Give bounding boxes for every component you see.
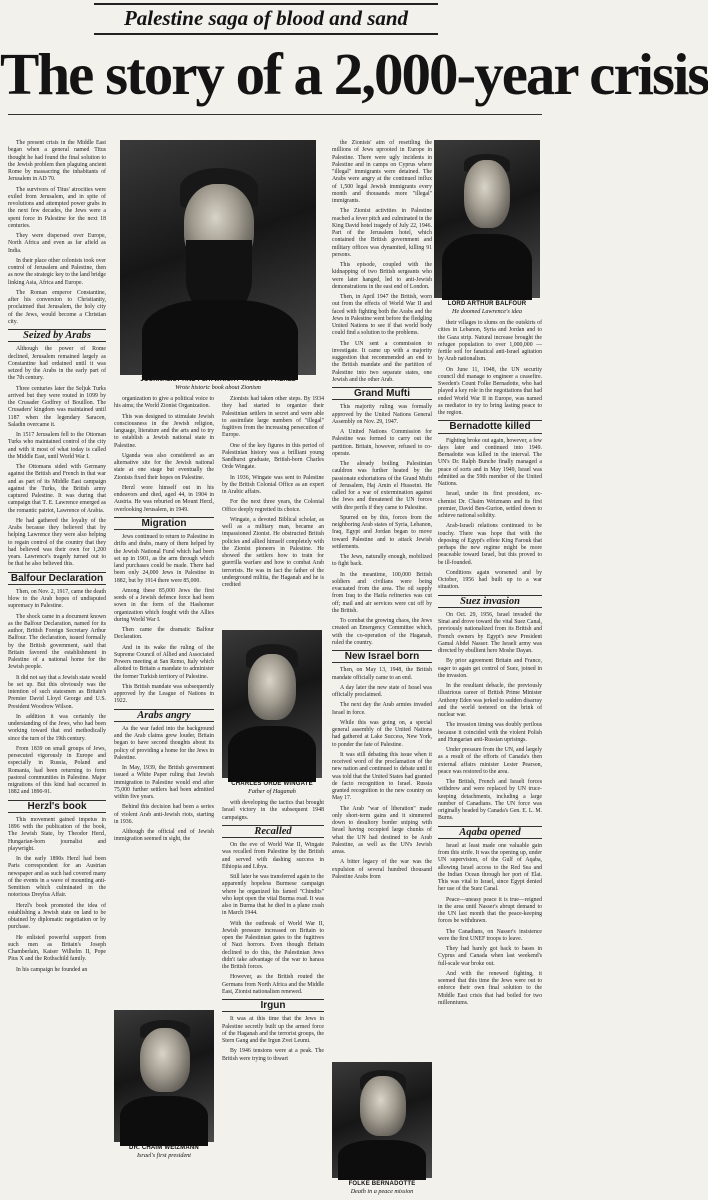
kicker-headline: Palestine saga of blood and sand bbox=[94, 3, 438, 35]
paragraph: The Zionist activities in Palestine reached a fever pitch and culminated in the King David hotel tragedy of July 22, 1946. Part of the Jerusalem hotel, which contained the British government and military offices was dynamited, killing 91 persons. bbox=[332, 208, 432, 258]
paragraph: Then, in April 1947 the British, worn out from the effects of World War II and faced with fighting both the Arabs and the Jews in Palestine went before the fledgling United Nations to see if that world body could find a solution to the problems. bbox=[332, 294, 432, 337]
paragraph: The present crisis in the Middle East began when a general named Titus thought he had found the final solution to the Jewish problem then plaguing ancient Rome by massacring the inhabitants of Jerusalem in AD 70. bbox=[8, 140, 106, 183]
paragraph: the Zionists' aim of resettling the millions of Jews uprooted in Europe in Palestine. There were ugly incidents in Palestine and in camps on Cyprus where "illegal" immigrants were detained. The Arabs were angry at the continued influx of 1,500 legal Jewish immigrants every month and thousands more "illegal" immigrants. bbox=[332, 140, 432, 204]
paragraph: Israel, under its first president, ex-chemist Dr. Chaim Weizmann and its first premier, David Ben-Gurion, settled down to achieve national solidity. bbox=[438, 491, 542, 519]
caption-name: FOLKE BERNADOTTE bbox=[348, 1181, 416, 1187]
paragraph: He had gathered the loyalty of the Arabs because they believed that by helping Lawrence they were also helping to regain control of the country that they had believed was their own for 1,200 years. Lawrence's tragedy turned out to be that he also believed this. bbox=[8, 517, 106, 568]
subhead-irgun: Irgun bbox=[222, 999, 324, 1012]
weizmann-caption bbox=[108, 1144, 220, 1160]
paragraph: It was still debating this issue when it received word of the proclamation of the new nation and continued to debate until it was told that the United States had granted de facto recognition to Israel. Russia granted recognition to the new country on May 17. bbox=[332, 751, 432, 802]
paragraph: For the next three years, the Colonial Office deeply regretted its choice. bbox=[222, 499, 324, 513]
paragraph: It was at this time that the Jews in Palestine secretly built up the armed force of the Haganah and the terrorist groups, the Stern Gang and the Irgun Zvei Leumi. bbox=[222, 1016, 324, 1044]
paragraph: This episode, coupled with the kidnapping of two British sergeants who were later hanged, led to anti-Jewish demonstrations in the east end of London. bbox=[332, 262, 432, 290]
column-3-upper bbox=[222, 396, 324, 628]
paragraph: their villages to slums on the outskirts of cities in Lebanon, Syria and Jordan and to the Gaza strip. Natural increase brought the refugee population to over 1,000,000 — fertile soil for fanatical anti-Israel agitation by Arab nationalism. bbox=[438, 320, 542, 363]
balfour-portrait-photo bbox=[434, 140, 540, 298]
caption-name: DR. CHAIM WEIZMANN bbox=[129, 1145, 199, 1151]
paragraph: In his campaign he founded an bbox=[16, 966, 88, 973]
paragraph: In 1936, Wingate was sent to Palestine by the British Colonial Office as an expert in Arabic affairs. bbox=[222, 474, 324, 495]
paragraph: Conditions again worsened and by October, 1956 had built up to a war situation. bbox=[438, 569, 542, 591]
paragraph: In addition it was certainly the understanding of the Jews, who had been working toward that end methodically since the turn of the 19th century. bbox=[8, 713, 106, 742]
subhead-herzls-book: Herzl's book bbox=[8, 800, 106, 813]
subhead-aqaba-opened: Aqaba opened bbox=[438, 826, 542, 839]
subhead-seized-by-arabs: Seized by Arabs bbox=[8, 329, 106, 342]
wingate-caption bbox=[214, 780, 330, 796]
paragraph: The invasion timing was doubly perilous because it coincided with the violent Polish and Hungarian anti-Russian uprisings. bbox=[438, 722, 542, 743]
paragraph: Although the official end of Jewish immigration seemed in sight, the bbox=[114, 829, 214, 843]
subhead-migration: Migration bbox=[114, 517, 214, 530]
paragraph: Herzl wore himself out in his endeavors and died, aged 44, in 1904 in Austria. He was reburied on Mount Herzl, overlooking Jerusalem, in 1949. bbox=[114, 484, 214, 513]
paragraph: Peace—uneasy peace it is true—reigned in the area until Nasser's abrupt demand to the UN last month that the peace-keeping forces be withdrawn. bbox=[438, 896, 542, 925]
paragraph: This was designed to stimulate Jewish consciousness in the Jewish religion, language, literature and the arts and to try to establish a Jewish national state in Palestine. bbox=[114, 413, 214, 449]
paragraph: Jews continued to return to Palestine in drifts and drabs, many of them helped by the Jewish National Fund which had been set up in 1901, as the arm through which land purchases could be made. There had been only 24,000 Jews in Palestine in 1882, but by 1914 there were 85,000. bbox=[114, 534, 214, 584]
paragraph: with developing the tactics that brought Israel victory in the subsequent 1948 campaigns. bbox=[222, 800, 324, 821]
paragraph: Wingate, a devoted Biblical scholar, as well as a military man, became an impassioned Zionist. He obstructed British policies and allied himself completely with the Zionist pioneers in Palestine. He showed the settlers how to train for guerrilla warfare and how to combat Arab terrorists. He was in fact the father of the underground militia, the Haganah and he is credited bbox=[222, 516, 324, 588]
paragraph: Israel at least made one valuable gain from this strife. It was the opening up, under UN supervision, of the Gulf of Aqaba, allowing Israel access to the Red Sea and the Indian Ocean through her port of Elat. This was vital to Israel, since Egypt denied her use of the Suez Canal. bbox=[438, 842, 542, 893]
balfour-caption bbox=[432, 300, 542, 316]
paragraph: Although the power of Rome declined, Jerusalem remained largely as Constantine had ordained until it was seized by the Arabs in the early part of the 7th century. bbox=[8, 346, 106, 382]
paragraph: Uganda was also considered as an alternative site for the Jewish national state at one stage but eventually the Zionists fixed their hopes on Palestine. bbox=[114, 452, 214, 481]
paragraph: A bitter legacy of the war was the expulsion of several hundred thousand Palestine Arabs from bbox=[332, 859, 432, 880]
caption-name: LORD ARTHUR BALFOUR bbox=[447, 301, 527, 307]
paragraph: Spurred on by this, forces from the neighboring Arab states of Syria, Lebanon, Iraq, Egypt and Jordan began to move toward Palestine and to attack Jewish settlements. bbox=[332, 514, 432, 550]
paragraph: In the meantime, 100,000 British soldiers and civilians were being evacuated from the area. The oil supply from Iraq to the Haifa refineries was cut off; mail and air services were cut off by the British. bbox=[332, 571, 432, 614]
bernadotte-portrait-photo bbox=[332, 1062, 432, 1178]
paragraph: This majority ruling was formally approved by the United Nations General Assembly on Nov. 29, 1947. bbox=[332, 404, 432, 425]
paragraph: The shock came in a document known as the Balfour Declaration, named for its author, British Foreign Secretary Arthur Balfour. The declaration, issued formally by the British government, said that Britain favored the establishment in Palestine of a national home for the Jewish people. bbox=[8, 613, 106, 671]
paragraph: He enlisted powerful support from such men as Britain's Joseph Chamberlain, Kaiser Wilhelm II, Pope Pius X and the Rothschild family. bbox=[8, 934, 106, 963]
subhead-balfour-declaration: Balfour Declaration bbox=[8, 572, 106, 585]
paragraph: They had barely got back to bases in Cyprus and Canada when last weekend's full-scale war broke out. bbox=[438, 946, 542, 967]
paragraph: Then, on Nov. 2, 1917, came the death blow to the Arab hopes of undisputed supremacy in Palestine. bbox=[8, 588, 106, 610]
paragraph: In May, 1939, the British government issued a White Paper ruling that Jewish immigration to Palestine would end after 75,000 further settlers had been admitted within five years. bbox=[114, 765, 214, 800]
paragraph: This British mandate was subsequently approved by the League of Nations in 1922. bbox=[114, 683, 214, 705]
paragraph: Three centuries later the Seljuk Turks arrived but they were routed in 1099 by the Crusader Godfrey of Bouillon. The Crusaders' kingdom was maintained until 1187 when the legendary Saracen, Saladin overcame it. bbox=[8, 385, 106, 428]
weizmann-portrait-photo bbox=[114, 1010, 214, 1142]
caption-name: CHARLES ORDE WINGATE bbox=[231, 781, 313, 787]
paragraph: Arab-Israeli relations continued to be touchy. There was hope that with the deposing of Egypt's effete King Farouk that perhaps the new regime might be more peaceable toward Israel, but this proved to be ill-founded. bbox=[438, 523, 542, 566]
paragraph: However, as the British routed the Germans from North Africa and the Middle East, Zionist nationalism renewed. bbox=[222, 974, 324, 995]
paragraph: The next day the Arab armies invaded Israel in force. bbox=[332, 702, 432, 716]
paragraph: Still later he was transferred again to the apparently hopeless Burmese campaign where he organized his famed "Chindits" who kept open the vital Burma road. It was also in Burma that he died in a plane crash in March 1944. bbox=[222, 874, 324, 917]
paragraph: The Ottomans sided with Germany against the British and French in that war and as part of its Middle East campaign against the Turks, the British army captured Palestine. It was during that campaign that T. E. Lawrence emerged as the romantic patriot, Lawrence of Arabia. bbox=[8, 464, 106, 514]
column-4 bbox=[332, 140, 432, 1060]
paragraph: As the war faded into the background and the Arab claims grew louder, Britain began to have second thoughts about its policy of providing a home for the Jews in Palestine. bbox=[114, 725, 214, 761]
paragraph: Fighting broke out again, however, a few days later and continued into 1949. Bernadotte was killed in the interval. The UN's Dr. Ralph Bunche finally managed a peace of sorts and in May 1949, Israel was admitted as the 59th member of the United Nations. bbox=[438, 437, 542, 487]
paragraph: This movement gained impetus in 1896 with the publication of the book, The Jewish State, by Theodor Herzl, Hungarian-born journalist and playwright. bbox=[8, 816, 106, 852]
subhead-arabs-angry: Arabs angry bbox=[114, 709, 214, 722]
main-headline: The story of a 2,000-year crisis bbox=[0, 41, 708, 107]
paragraph: The already boiling Palestinian cauldron was further heated by the passionate exhortations of the Grand Mufti of Jerusalem, Haj Amin el Husseini. He called for a war of extermination against the Jews and threatened the UN forces with dire perils if they came to Palestine. bbox=[332, 461, 432, 511]
paragraph: The Roman emperor Constantine, after his conversion to Christianity, proclaimed that Jerusalem, the holy city of the Jews, would become a Christian city. bbox=[8, 289, 106, 325]
paragraph: Under pressure from the UN, and largely as a result of the efforts of Canada's then external affairs minister Lester Pearson, peace was restored to the area. bbox=[438, 747, 542, 775]
paragraph: The Canadians, on Nasser's insistence were the first UNEF troops to leave. bbox=[438, 928, 542, 942]
herzl-caption bbox=[110, 376, 326, 392]
paragraph: The survivors of Titus' atrocities were exiled from Jerusalem, and in spite of revolutions and attempted power grabs in the next few decades, the Jews were a spent force in Palestine for the next 18 centuries. bbox=[8, 186, 106, 229]
subhead-grand-mufti: Grand Mufti bbox=[332, 387, 432, 400]
paragraph: On the eve of World War II, Wingate was recalled from Palestine by the British and served with dashing success in Ethiopia and Libya. bbox=[222, 842, 324, 870]
paragraph: Herzl's book promoted the idea of establishing a Jewish state on land to be obtained by diplomatic negotiation or by purchase. bbox=[8, 902, 106, 931]
wingate-portrait-photo bbox=[222, 630, 322, 778]
paragraph: In the early 1890s Herzl had been Paris correspondent for an Austrian newspaper and as such had covered many of the events in a wave of mounting anti-Semitism which culminated in the notorious Dreyfus Affair. bbox=[8, 856, 106, 899]
paragraph: Zionists had taken other steps. By 1934 they had started to organize their Palestinian settlers in secret and were able to assimilate large numbers of "illegal" fugitives from the increasing persecution of Europe. bbox=[222, 396, 324, 439]
paragraph: In 1517 Jerusalem fell to the Ottoman Turks who maintained control of the city and with it most of what today is called the Middle East, until World War I. bbox=[8, 432, 106, 460]
paragraph: A United Nations Commission for Palestine was formed to carry out the partition. Britain, however, refused to co-operate. bbox=[332, 429, 432, 457]
paragraph: By 1946 tensions were at a peak. The British were trying to thwart bbox=[222, 1048, 324, 1062]
caption-description: Death in a peace mission bbox=[350, 1188, 414, 1195]
paragraph: Behind this decision had been a series of violent Arab anti-Jewish riots, starting in 1936. bbox=[114, 804, 214, 825]
caption-description: Israel's first president bbox=[136, 1152, 192, 1159]
paragraph: Among these 85,000 Jews the first seeds of a Jewish defence force had been sown in the form of the Hashomer organization which fought with the Allies during World War I. bbox=[114, 587, 214, 623]
paragraph: The Jews, naturally enough, mobilized to fight back. bbox=[332, 554, 432, 568]
paragraph: On Oct. 29, 1956, Israel invaded the Sinai and drove toward the vital Suez Canal, previously nationalized from its British and French owners by Egypt's new President Gamal Abdel Nasser. The Israeli army was directed by ebullient hero Moshe Dayan. bbox=[438, 611, 542, 654]
herzl-portrait-photo bbox=[120, 140, 316, 375]
paragraph: It did not say that a Jewish state would be set up. But this obviously was the intention of such statesmen as Britain's Premier David Lloyd George and U.S. President Woodrow Wilson. bbox=[8, 674, 106, 710]
paragraph: From 1839 on small groups of Jews, persecuted vigorously in Europe and especially in Russia, Poland and Romania, had been returning to form pastoral communities in Palestine. Major migrations of this kind had occurred in 1882 and 1890-91. bbox=[8, 745, 106, 796]
caption-description: Father of Haganah bbox=[248, 788, 296, 795]
paragraph: On June 11, 1948, the UN security council did manage to engineer a ceasefire. Sweden's Count Folke Bernadotte, who had played a key role in the negotiations that had ended World War II in Europe, was named as mediator to try to bring lasting peace to the region. bbox=[438, 366, 542, 416]
paragraph: organization to give a political voice to his aims; the World Zionist Organization. bbox=[114, 396, 214, 410]
paragraph: The British, French and Israeli forces withdrew and were replaced by UN truce-keeping detachments, including a large number of Canadians. The UN force was originally headed by Canada's Gen. E. L. M. Burns. bbox=[438, 779, 542, 822]
paragraph: With the outbreak of World War II, Jewish pressure increased on Britain to open the Palestinian gates to the fugitives of Nazi horrors. Even though Britain declined to do this, the Palestinian Jews didn't take advantage of the war to harass the British forces. bbox=[222, 920, 324, 970]
paragraph: In their place other colonists took over control of Jerusalem and Palestine, then as now the strategic key to the land bridge linking Asia, Africa and Europe. bbox=[8, 257, 106, 286]
paragraph: And with the renewed fighting, it seemed that this time the Jews were out to enforce their own final solution to the Middle East crisis that had boiled for two millenniums. bbox=[438, 970, 542, 1006]
paragraph: One of the key figures in this period of Palestinian history was a brilliant young Sandhurst graduate, British-born Charles Orde Wingate. bbox=[222, 442, 324, 471]
paragraph: The Arab "war of liberation" made only short-term gains and it simmered down to desultory border sniping with Israel having occupied large chunks of what the UN had destined to be Arab Palestine, as well as the UN's Jewish areas. bbox=[332, 805, 432, 855]
paragraph: While this was going on, a special general assembly of the United Nations had gathered at Lake Success, New York, to ponder the fate of Palestine. bbox=[332, 719, 432, 748]
column-2 bbox=[114, 396, 214, 843]
paragraph: The UN sent a commission to investigate. It came up with a majority suggestion that recommended an end to the British mandate and the partition of Palestine into two separate states, one Jewish and the other Arab. bbox=[332, 340, 432, 383]
column-3-lower bbox=[222, 800, 324, 1198]
headline-rule bbox=[8, 114, 542, 115]
paragraph: Then came the dramatic Balfour Declaration. bbox=[114, 627, 214, 641]
column-1 bbox=[8, 140, 106, 1198]
subhead-suez-invasion: Suez invasion bbox=[438, 595, 542, 608]
subhead-new-israel-born: New Israel born bbox=[332, 650, 432, 663]
paragraph: In the resultant debacle, the previously illustrious career of British Prime Minister Anthony Eden was jerked to sudden disarray and the world teetered on the brink of nuclear war. bbox=[438, 683, 542, 718]
caption-description: Wrote historic book about Zionism bbox=[175, 384, 261, 391]
paragraph: They were dispersed over Europe, North Africa and even as far afield as India. bbox=[8, 233, 106, 254]
subhead-recalled: Recalled bbox=[222, 825, 324, 838]
caption-description: He doomed Lawrence's idea bbox=[451, 308, 522, 315]
caption-name: JOURNALIST AND PLAYWRIGHT THEODOR HERZL bbox=[140, 377, 296, 383]
paragraph: To combat the growing chaos, the Jews created an Emergency Committee which, with the co-operation of the Haganah, ruled the country. bbox=[332, 618, 432, 646]
paragraph: Then, on May 13, 1948, the British mandate officially came to an end. bbox=[332, 667, 432, 681]
subhead-bernadotte-killed: Bernadotte killed bbox=[438, 420, 542, 433]
paragraph: A day later the new state of Israel was officially proclaimed. bbox=[332, 684, 432, 698]
column-5 bbox=[438, 320, 542, 1198]
paragraph: By prior agreement Britain and France, eager to again get control of Suez, joined in the invasion. bbox=[438, 658, 542, 679]
paragraph: And in its wake the ruling of the Supreme Council of Allied and Associated Powers meeting at San Remo, Italy which allotted to Britain a mandate to administer the former Turkish territory of Palestine. bbox=[114, 644, 214, 680]
bernadotte-caption bbox=[326, 1180, 438, 1196]
